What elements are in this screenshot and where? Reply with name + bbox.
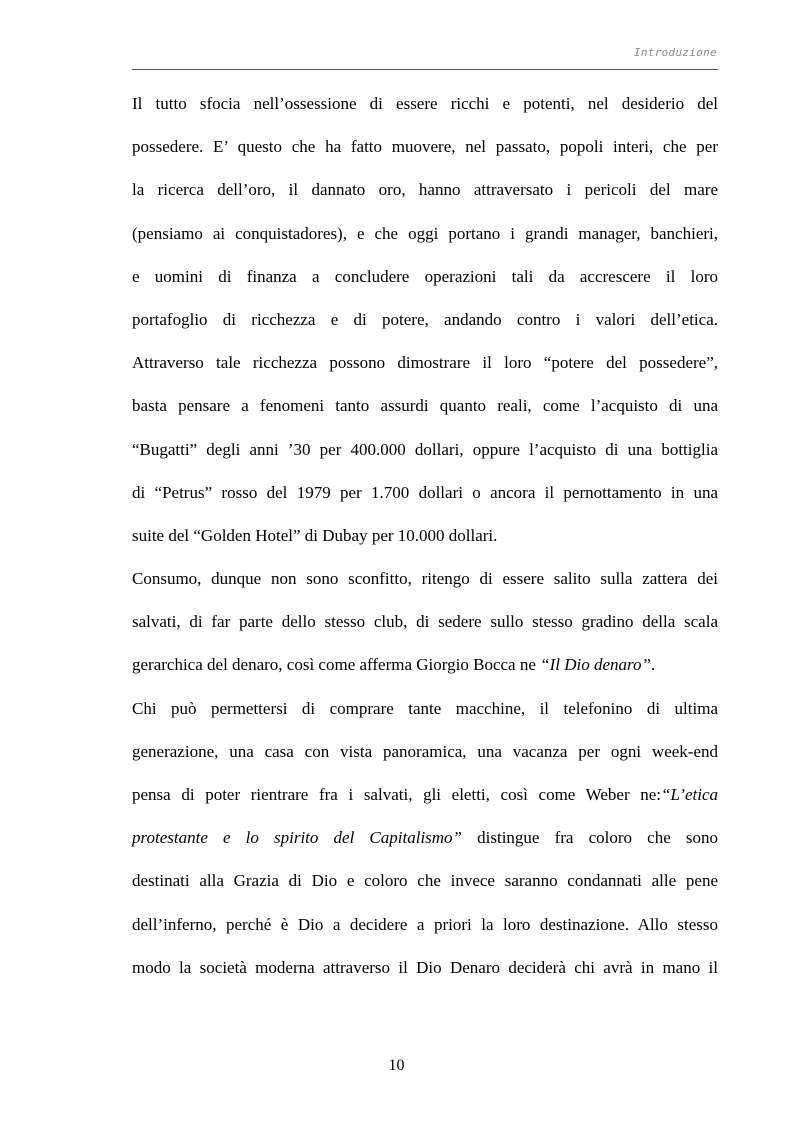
text-line: di “Petrus” rosso del 1979 per 1.700 dollari o ancora il pernottamento in una [132,482,718,502]
text-line: possedere. E’ questo che ha fatto muovere, nel passato, popoli interi, che per [132,137,718,157]
text-line: suite del “Golden Hotel” di Dubay per 10.000 dollari. [132,525,498,545]
text-line: e uomini di finanza a concludere operazioni tali da accrescere il loro [132,266,718,286]
page-number: 10 [388,1057,405,1074]
text-line: salvati, di far parte dello stesso club, di sedere sullo stesso gradino della scala [132,612,718,632]
text-line: protestante e lo spirito del Capitalismo” distingue fra coloro che sono [132,828,718,848]
body-text [132,82,718,989]
text-line: portafoglio di ricchezza e di potere, andando contro i valori dell’etica. [132,309,718,329]
text-line: Consumo, dunque non sono sconfitto, ritengo di essere salito sulla zattera dei [132,569,718,589]
running-header-section-title: Introduzione [633,46,717,59]
text-line: “Bugatti” degli anni ’30 per 400.000 dollari, oppure l’acquisto di una bottiglia [132,439,718,459]
text-line: pensa di poter rientrare fra i salvati, gli eletti, così come Weber ne:“L’etica [132,785,718,804]
text-line: generazione, una casa con vista panoramica, una vacanza per ogni week-end [132,741,718,761]
header-rule [132,69,718,70]
book-title-il-dio-denaro: “Il Dio denaro” [540,655,651,675]
text-line: Il tutto sfocia nell’ossessione di essere ricchi e potenti, nel desiderio del [132,94,718,113]
book-title-etica-protestante-cont: protestante e lo spirito del Capitalismo” [132,828,463,848]
text-line: dell’inferno, perché è Dio a decidere a priori la loro destinazione. Allo stesso [132,914,718,934]
text-line: basta pensare a fenomeni tanto assurdi quanto reali, come l’acquisto di una [132,396,718,416]
book-title-etica-protestante: “L’etica [661,785,718,804]
text-line: Attraverso tale ricchezza possono dimostrare il loro “potere del possedere”, [132,353,718,373]
text-line: gerarchica del denaro, così come afferma Giorgio Bocca ne “Il Dio denaro”. [132,655,656,675]
text-line: la ricerca dell’oro, il dannato oro, hanno attraversato i pericoli del mare [132,180,718,200]
text-line: Chi può permettersi di comprare tante macchine, il telefonino di ultima [132,698,718,718]
text-line: (pensiamo ai conquistadores), e che oggi portano i grandi manager, banchieri, [132,223,718,243]
text-line: destinati alla Grazia di Dio e coloro che invece saranno condannati alle pene [132,871,718,891]
text-line: modo la società moderna attraverso il Dio Denaro deciderà chi avrà in mano il [132,957,718,977]
